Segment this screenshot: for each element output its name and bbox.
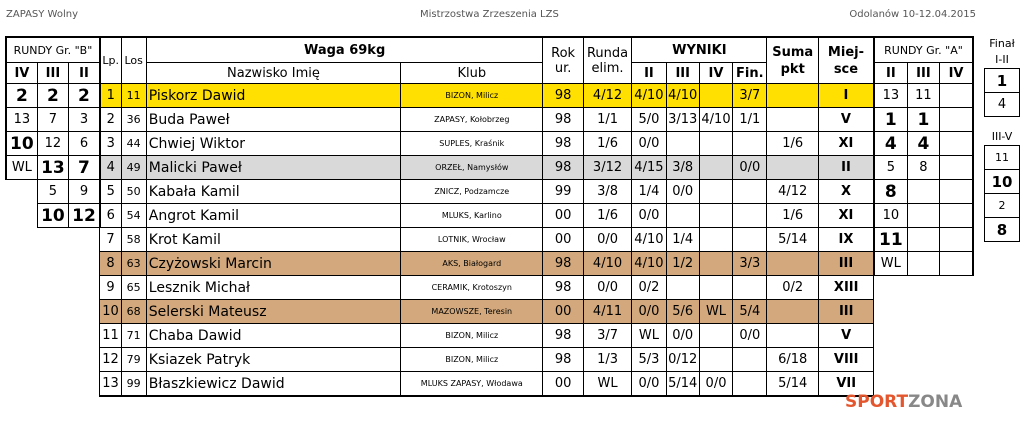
- cell-club: SUPLES, Kraśnik: [401, 132, 543, 156]
- cell-rok: 00: [543, 300, 583, 324]
- b-col-iv: IV: [6, 63, 37, 84]
- iii-v-value: 10: [985, 170, 1020, 194]
- cell-w2: 0/0: [632, 372, 666, 397]
- cell-club: AKS, Białogard: [401, 252, 543, 276]
- cell-lp: 13: [100, 372, 121, 397]
- cell-club: ZAPASY, Kołobrzeg: [401, 108, 543, 132]
- cell-b4: 2: [6, 84, 37, 108]
- cell-fin: 3/3: [733, 252, 767, 276]
- cell-fin: [733, 204, 767, 228]
- cell-name: Selerski Mateusz: [146, 300, 400, 324]
- cell-w4: 0/0: [699, 372, 732, 397]
- cell-a2: 4: [874, 132, 907, 156]
- cell-club: MLUKS ZAPASY, Włodawa: [401, 372, 543, 397]
- cell-fin: [733, 276, 767, 300]
- cell-a2: 10: [874, 204, 907, 228]
- cell-runda: 4/12: [583, 84, 631, 108]
- cell-a3: [907, 252, 939, 276]
- cell-b3: [37, 300, 68, 324]
- cell-w3: 5/6: [666, 300, 699, 324]
- cell-b3: [37, 372, 68, 397]
- weight-category: Waga 69kg: [146, 37, 543, 63]
- table-row: [6, 132, 973, 156]
- final-box: [984, 36, 1020, 242]
- cell-runda: 0/0: [583, 276, 631, 300]
- cell-a4: [940, 204, 973, 228]
- table-row: [6, 276, 973, 300]
- cell-w2: 5/0: [632, 108, 666, 132]
- wyniki-col-ii: II: [632, 63, 666, 84]
- cell-club: BIZON, Milicz: [401, 84, 543, 108]
- cell-runda: WL: [583, 372, 631, 397]
- cell-a3: [907, 324, 939, 348]
- cell-suma: 6/18: [767, 348, 818, 372]
- cell-los: 44: [121, 132, 146, 156]
- cell-suma: [767, 108, 818, 132]
- iii-v-values: [984, 145, 1020, 242]
- cell-b2: 12: [69, 204, 100, 228]
- cell-los: 54: [121, 204, 146, 228]
- cell-runda: 1/1: [583, 108, 631, 132]
- cell-w4: [699, 228, 732, 252]
- cell-runda: 3/7: [583, 324, 631, 348]
- cell-w2: 0/0: [632, 204, 666, 228]
- cell-w4: 4/10: [699, 108, 732, 132]
- cell-name: Angrot Kamil: [146, 204, 400, 228]
- cell-b2: [69, 372, 100, 397]
- cell-suma: [767, 84, 818, 108]
- table-row: [6, 252, 973, 276]
- cell-name: Piskorz Dawid: [146, 84, 400, 108]
- cell-a4: [940, 228, 973, 252]
- cell-a4: [940, 300, 973, 324]
- cell-club: CERAMIK, Krotoszyn: [401, 276, 543, 300]
- cell-w4: [699, 252, 732, 276]
- cell-a3: 1: [907, 108, 939, 132]
- iii-v-value: 2: [985, 194, 1020, 218]
- cell-fin: [733, 372, 767, 397]
- cell-w4: [699, 276, 732, 300]
- cell-rok: 98: [543, 348, 583, 372]
- cell-suma: 5/14: [767, 372, 818, 397]
- cell-b4: 13: [6, 108, 37, 132]
- cell-b3: [37, 252, 68, 276]
- name-header: Nazwisko Imię: [146, 63, 400, 84]
- miejsce-header: Miej-sce: [818, 37, 874, 84]
- cell-club: ZNICZ, Podzamcze: [401, 180, 543, 204]
- cell-b3: 13: [37, 156, 68, 180]
- cell-club: BIZON, Milicz: [401, 348, 543, 372]
- cell-name: Buda Paweł: [146, 108, 400, 132]
- cell-lp: 1: [100, 84, 121, 108]
- cell-fin: 3/7: [733, 84, 767, 108]
- cell-name: Malicki Paweł: [146, 156, 400, 180]
- cell-w4: [699, 204, 732, 228]
- cell-name: Błaszkiewicz Dawid: [146, 372, 400, 397]
- table-row: [6, 228, 973, 252]
- cell-b4: [6, 324, 37, 348]
- cell-miejsce: XI: [818, 132, 874, 156]
- cell-fin: 1/1: [733, 108, 767, 132]
- cell-a3: [907, 300, 939, 324]
- cell-w2: 0/0: [632, 132, 666, 156]
- cell-lp: 9: [100, 276, 121, 300]
- cell-w3: 3/13: [666, 108, 699, 132]
- cell-w4: [699, 156, 732, 180]
- cell-w3: 4/10: [666, 84, 699, 108]
- cell-miejsce: VIII: [818, 348, 874, 372]
- cell-w2: 4/10: [632, 84, 666, 108]
- cell-a2: [874, 324, 907, 348]
- cell-a4: [940, 276, 973, 300]
- wyniki-col-fin: Fin.: [733, 63, 767, 84]
- cell-b2: 2: [69, 84, 100, 108]
- cell-fin: [733, 132, 767, 156]
- cell-suma: [767, 252, 818, 276]
- cell-a4: [940, 348, 973, 372]
- cell-b4: [6, 180, 37, 204]
- cell-club: MAZOWSZE, Teresin: [401, 300, 543, 324]
- cell-miejsce: III: [818, 252, 874, 276]
- cell-rok: 00: [543, 372, 583, 397]
- cell-a2: [874, 276, 907, 300]
- wyniki-col-iii: III: [666, 63, 699, 84]
- cell-rok: 98: [543, 84, 583, 108]
- cell-los: 63: [121, 252, 146, 276]
- cell-w4: [699, 180, 732, 204]
- cell-los: 79: [121, 348, 146, 372]
- cell-w3: 1/2: [666, 252, 699, 276]
- cell-a4: [940, 180, 973, 204]
- cell-suma: 1/6: [767, 132, 818, 156]
- cell-b4: 10: [6, 132, 37, 156]
- cell-b2: [69, 228, 100, 252]
- a-col-iv: IV: [940, 63, 973, 84]
- b-col-iii: III: [37, 63, 68, 84]
- cell-name: Lesznik Michał: [146, 276, 400, 300]
- cell-a2: 5: [874, 156, 907, 180]
- cell-lp: 5: [100, 180, 121, 204]
- cell-los: 71: [121, 324, 146, 348]
- cell-runda: 1/6: [583, 204, 631, 228]
- cell-w2: 4/15: [632, 156, 666, 180]
- cell-w2: 1/4: [632, 180, 666, 204]
- wyniki-col-iv: IV: [699, 63, 732, 84]
- cell-lp: 2: [100, 108, 121, 132]
- cell-lp: 12: [100, 348, 121, 372]
- cell-w3: 0/12: [666, 348, 699, 372]
- cell-b4: [6, 300, 37, 324]
- cell-suma: [767, 156, 818, 180]
- cell-rok: 98: [543, 132, 583, 156]
- cell-a2: 11: [874, 228, 907, 252]
- cell-lp: 8: [100, 252, 121, 276]
- cell-lp: 3: [100, 132, 121, 156]
- cell-w3: [666, 276, 699, 300]
- cell-b2: [69, 300, 100, 324]
- cell-miejsce: VII: [818, 372, 874, 397]
- cell-b4: [6, 228, 37, 252]
- cell-w3: 0/0: [666, 324, 699, 348]
- cell-a2: 13: [874, 84, 907, 108]
- cell-runda: 1/3: [583, 348, 631, 372]
- cell-b4: WL: [6, 156, 37, 180]
- cell-miejsce: V: [818, 324, 874, 348]
- cell-b3: 7: [37, 108, 68, 132]
- cell-rok: 99: [543, 180, 583, 204]
- cell-b2: 3: [69, 108, 100, 132]
- table-row: [6, 108, 973, 132]
- cell-suma: 5/14: [767, 228, 818, 252]
- cell-b3: 2: [37, 84, 68, 108]
- cell-runda: 1/6: [583, 132, 631, 156]
- cell-rok: 00: [543, 228, 583, 252]
- cell-b4: [6, 276, 37, 300]
- cell-b2: [69, 252, 100, 276]
- iii-v-value: 11: [985, 146, 1020, 170]
- final-label: Finał: [989, 37, 1015, 50]
- cell-los: 58: [121, 228, 146, 252]
- cell-suma: 4/12: [767, 180, 818, 204]
- rundy-b-label: RUNDY Gr. "B": [6, 37, 100, 63]
- cell-w4: [699, 348, 732, 372]
- i-ii-values: [984, 68, 1020, 117]
- cell-a2: 8: [874, 180, 907, 204]
- cell-fin: 5/4: [733, 300, 767, 324]
- los-header: Los: [121, 37, 146, 84]
- cell-w2: 0/2: [632, 276, 666, 300]
- i-ii-value: 4: [985, 93, 1020, 117]
- cell-club: LOTNIK, Wrocław: [401, 228, 543, 252]
- cell-rok: 00: [543, 204, 583, 228]
- cell-b2: 9: [69, 180, 100, 204]
- cell-a3: [907, 276, 939, 300]
- cell-a2: [874, 300, 907, 324]
- cell-fin: [733, 180, 767, 204]
- cell-runda: 4/11: [583, 300, 631, 324]
- cell-b2: [69, 324, 100, 348]
- cell-a3: 8: [907, 156, 939, 180]
- cell-los: 11: [121, 84, 146, 108]
- cell-miejsce: XI: [818, 204, 874, 228]
- cell-a2: WL: [874, 252, 907, 276]
- cell-w2: 4/10: [632, 228, 666, 252]
- cell-club: MLUKS, Karlino: [401, 204, 543, 228]
- cell-rok: 98: [543, 156, 583, 180]
- cell-a3: 4: [907, 132, 939, 156]
- cell-fin: [733, 228, 767, 252]
- cell-miejsce: I: [818, 84, 874, 108]
- cell-w4: [699, 84, 732, 108]
- cell-rok: 98: [543, 276, 583, 300]
- cell-lp: 4: [100, 156, 121, 180]
- cell-lp: 11: [100, 324, 121, 348]
- cell-b4: [6, 252, 37, 276]
- rundy-a-label: RUNDY Gr. "A": [874, 37, 973, 63]
- cell-name: Kabała Kamil: [146, 180, 400, 204]
- cell-club: ORZEŁ, Namysłów: [401, 156, 543, 180]
- lp-header: Lp.: [100, 37, 121, 84]
- cell-los: 99: [121, 372, 146, 397]
- cell-b3: 5: [37, 180, 68, 204]
- cell-runda: 4/10: [583, 252, 631, 276]
- cell-rok: 98: [543, 324, 583, 348]
- a-col-ii: II: [874, 63, 907, 84]
- cell-w3: 5/14: [666, 372, 699, 397]
- cell-miejsce: V: [818, 108, 874, 132]
- header-event-type: ZAPASY Wolny: [6, 9, 79, 20]
- cell-a3: [907, 228, 939, 252]
- cell-w3: 3/8: [666, 156, 699, 180]
- cell-lp: 6: [100, 204, 121, 228]
- cell-b2: 7: [69, 156, 100, 180]
- cell-a3: [907, 204, 939, 228]
- cell-b2: 6: [69, 132, 100, 156]
- cell-b4: [6, 204, 37, 228]
- cell-a4: [940, 84, 973, 108]
- cell-b4: [6, 372, 37, 397]
- b-col-ii: II: [69, 63, 100, 84]
- cell-miejsce: IX: [818, 228, 874, 252]
- cell-los: 49: [121, 156, 146, 180]
- cell-miejsce: II: [818, 156, 874, 180]
- sportzona-logo: SPORTZONA: [845, 392, 963, 412]
- table-row: [6, 324, 973, 348]
- cell-b3: [37, 348, 68, 372]
- cell-w2: WL: [632, 324, 666, 348]
- cell-name: Krot Kamil: [146, 228, 400, 252]
- cell-los: 50: [121, 180, 146, 204]
- rok-header: Rok ur.: [543, 37, 583, 84]
- cell-miejsce: X: [818, 180, 874, 204]
- cell-w4: WL: [699, 300, 732, 324]
- cell-club: BIZON, Milicz: [401, 324, 543, 348]
- cell-a3: 11: [907, 84, 939, 108]
- cell-a2: 1: [874, 108, 907, 132]
- cell-w2: 4/10: [632, 252, 666, 276]
- cell-w3: [666, 132, 699, 156]
- i-ii-label: I-II: [995, 53, 1009, 66]
- table-row: [6, 372, 973, 397]
- cell-suma: [767, 300, 818, 324]
- cell-b3: [37, 324, 68, 348]
- table-row: [6, 180, 973, 204]
- cell-a4: [940, 108, 973, 132]
- cell-w3: [666, 204, 699, 228]
- i-ii-value: 1: [985, 69, 1020, 93]
- cell-b3: [37, 276, 68, 300]
- cell-los: 36: [121, 108, 146, 132]
- cell-a4: [940, 132, 973, 156]
- iii-v-label: III-V: [991, 130, 1013, 143]
- table-row: [6, 300, 973, 324]
- cell-b4: [6, 348, 37, 372]
- cell-suma: [767, 324, 818, 348]
- table-row: [6, 204, 973, 228]
- cell-w4: [699, 324, 732, 348]
- cell-los: 68: [121, 300, 146, 324]
- cell-runda: 3/8: [583, 180, 631, 204]
- cell-lp: 10: [100, 300, 121, 324]
- cell-runda: 0/0: [583, 228, 631, 252]
- iii-v-value: 8: [985, 218, 1020, 242]
- cell-name: Czyżowski Marcin: [146, 252, 400, 276]
- a-col-iii: III: [907, 63, 939, 84]
- cell-los: 65: [121, 276, 146, 300]
- cell-w2: 0/0: [632, 300, 666, 324]
- cell-b2: [69, 348, 100, 372]
- cell-a4: [940, 252, 973, 276]
- club-header: Klub: [401, 63, 543, 84]
- cell-a4: [940, 156, 973, 180]
- cell-b3: [37, 228, 68, 252]
- table-row: [6, 156, 973, 180]
- suma-header: Suma pkt: [767, 37, 818, 84]
- cell-miejsce: III: [818, 300, 874, 324]
- cell-rok: 98: [543, 108, 583, 132]
- cell-miejsce: XIII: [818, 276, 874, 300]
- runda-header: Runda elim.: [583, 37, 631, 84]
- header-place-date: Odolanów 10-12.04.2015: [849, 9, 976, 20]
- cell-name: Ksiazek Patryk: [146, 348, 400, 372]
- cell-w3: 1/4: [666, 228, 699, 252]
- cell-a4: [940, 324, 973, 348]
- cell-name: Chwiej Wiktor: [146, 132, 400, 156]
- table-row: [6, 348, 973, 372]
- cell-fin: 0/0: [733, 156, 767, 180]
- cell-lp: 7: [100, 228, 121, 252]
- cell-suma: 0/2: [767, 276, 818, 300]
- cell-name: Chaba Dawid: [146, 324, 400, 348]
- cell-suma: 1/6: [767, 204, 818, 228]
- cell-fin: 0/0: [733, 324, 767, 348]
- results-table: [5, 36, 974, 397]
- cell-w4: [699, 132, 732, 156]
- cell-w3: 0/0: [666, 180, 699, 204]
- cell-rok: 98: [543, 252, 583, 276]
- header-championship: Mistrzostwa Zrzeszenia LZS: [420, 9, 559, 20]
- wyniki-header: WYNIKI: [632, 37, 767, 63]
- cell-b3: 12: [37, 132, 68, 156]
- table-row: [6, 84, 973, 108]
- cell-fin: [733, 348, 767, 372]
- cell-a2: [874, 348, 907, 372]
- cell-b3: 10: [37, 204, 68, 228]
- cell-runda: 3/12: [583, 156, 631, 180]
- cell-a3: [907, 180, 939, 204]
- cell-w2: 5/3: [632, 348, 666, 372]
- cell-a3: [907, 348, 939, 372]
- cell-b2: [69, 276, 100, 300]
